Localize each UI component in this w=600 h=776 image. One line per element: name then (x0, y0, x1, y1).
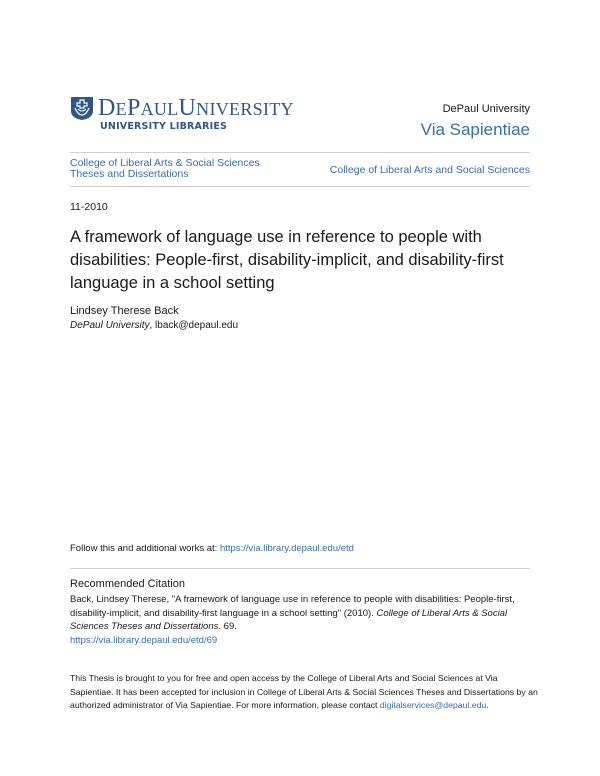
document-title: A framework of language use in reference to people with disabilities: People-first, disability-implicit, and disability-first language in a school setting (70, 228, 504, 292)
repository-name-link[interactable]: Via Sapientiae (420, 120, 530, 139)
contact-email-link[interactable]: digitalservices@depaul.edu (379, 700, 487, 710)
university-name: DEPAULUNIVERSITY (98, 95, 294, 121)
collection-college-link[interactable]: College of Liberal Arts and Social Sciences (329, 164, 530, 176)
author-email: , lback@depaul.edu (149, 320, 239, 331)
follow-link[interactable]: https://via.library.depaul.edu/etd (219, 543, 354, 554)
publication-date: 11-2010 (70, 201, 108, 213)
university-libraries-label: UNIVERSITY LIBRARIES (100, 121, 228, 132)
access-statement: This Thesis is brought to you for free and open access by the College of Liberal Arts and Social Sciences at Via Sapientiae. It has been accepted for inclusion in College of Liberal Arts & Social Sciences Theses and Dissertations by an authorized administrator of Via Sapientiae. For more information, please contact digitalservices@depaul.edu. (70, 673, 538, 710)
divider-top (70, 152, 530, 153)
repository-header (421, 103, 530, 140)
divider-citation (70, 568, 530, 569)
citation-heading: Recommended Citation (70, 578, 185, 590)
citation-link[interactable]: https://via.library.depaul.edu/etd/69 (70, 634, 218, 646)
depaul-shield-icon (70, 96, 94, 121)
citation-body: Back, Lindsey Therese, "A framework of language use in reference to people with disabilities: People-first, disability-implicit, and disability-first language in a school setting" (2010). College of Liberal Arts & Social Sciences Theses and Dissertations. 69. https://via.library.depaul.edu/etd/69 (70, 594, 515, 646)
author-name: Lindsey Therese Back (70, 305, 179, 317)
follow-line: Follow this and additional works at: https://via.library.depaul.edu/etd (70, 543, 354, 554)
collection-series-link[interactable]: College of Liberal Arts & Social Sciences Theses and Dissertations (70, 157, 260, 180)
author-affiliation: DePaul University, lback@depaul.edu (70, 320, 239, 331)
depaul-logo (70, 96, 294, 121)
divider-bottom (70, 186, 530, 187)
repository-institution: DePaul University (442, 103, 530, 115)
